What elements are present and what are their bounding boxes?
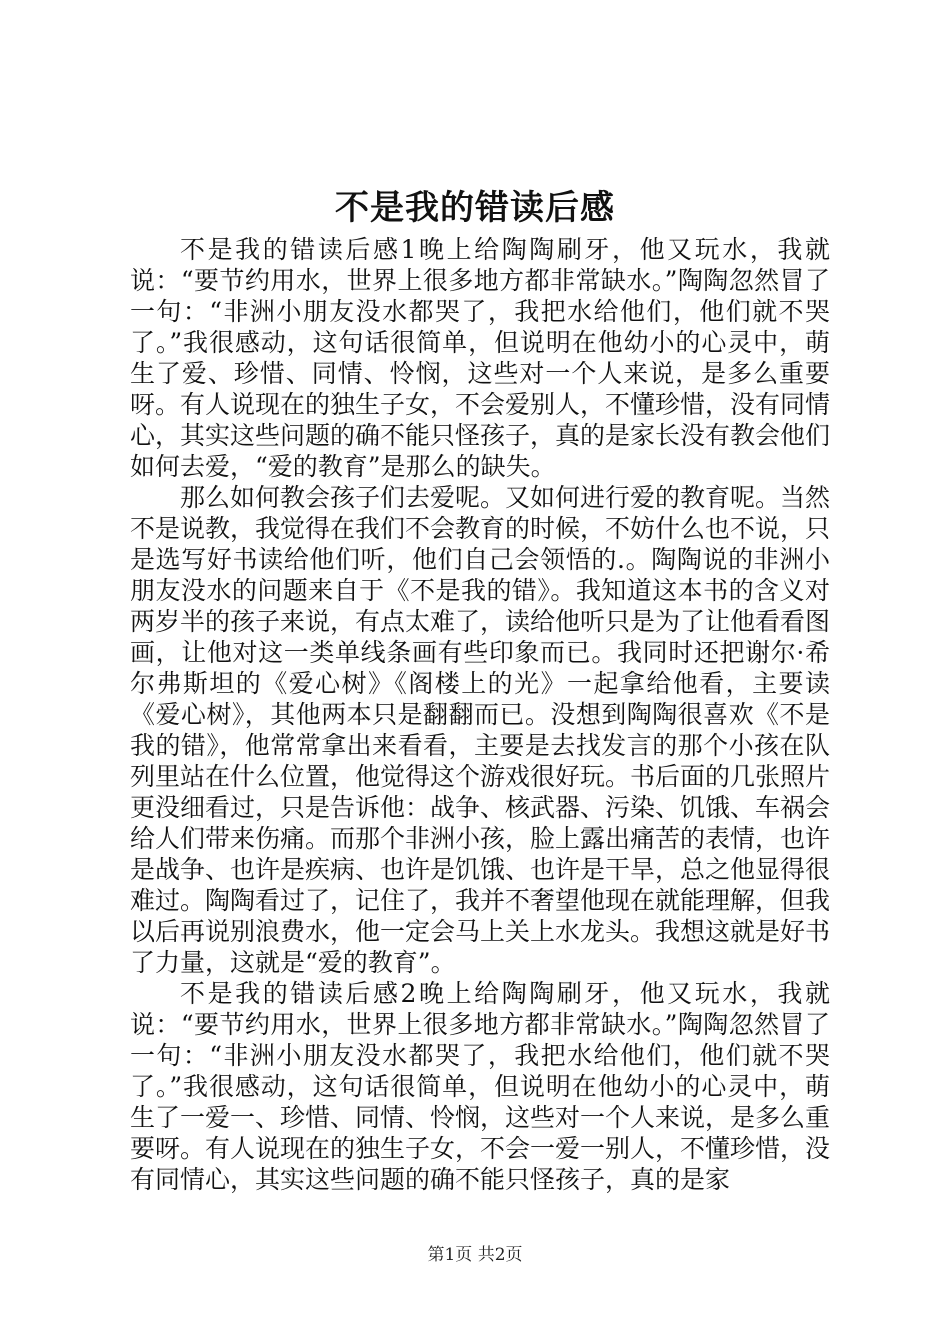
document-body [130, 234, 830, 1195]
paragraph-1: 不是我的错读后感1晚上给陶陶刷牙，他又玩水，我就说：“要节约用水，世界上很多地方都非常缺水。”陶陶忽然冒了一句：“非洲小朋友没水都哭了，我把水给他们，他们就不哭了。”我很感动，这句话很简单，但说明在他幼小的心灵中，萌生了爱、珍惜、同情、怜悯，这些对一个人来说，是多么重要呀。有人说现在的独生子女，不会爱别人，不懂珍惜，没有同情心，其实这些问题的确不能只怪孩子，真的是家长没有教会他们如何去爱，“爱的教育”是那么的缺失。 [130, 235, 831, 481]
document-title: 不是我的错读后感 [335, 188, 615, 228]
page-number-footer: 第1页 共2页 [427, 1245, 523, 1265]
paragraph-2: 那么如何教会孩子们去爱呢。又如何进行爱的教育呢。当然不是说教，我觉得在我们不会教育的时候，不妨什么也不说，只是选写好书读给他们听，他们自己会领悟的.。陶陶说的非洲小朋友没水的问题来自于《不是我的错》。我知道这本书的含义对两岁半的孩子来说，有点太难了，读给他听只是为了让他看看图画，让他对这一类单线条画有些印象而已。我同时还把谢尔·希尔弗斯坦的《爱心树》《阁楼上的光》一起拿给他看，主要读《爱心树》，其他两本只是翻翻而已。没想到陶陶很喜欢《不是我的错》，他常常拿出来看看，主要是去找发言的那个小孩在队列里站在什么位置，他觉得这个游戏很好玩。书后面的几张照片更没细看过，只是告诉他：战争、核武器、污染、饥饿、车祸会给人们带来伤痛。而那个非洲小孩，脸上露出痛苦的表情，也许是战争、也许是疾病、也许是饥饿、也许是干旱，总之他显得很难过。陶陶看过了，记住了，我并不奢望他现在就能理解，但我以后再说别浪费水，他一定会马上关上水龙头。我想这就是好书了力量，这就是“爱的教育”。 [130, 483, 831, 977]
paragraph-3: 不是我的错读后感2晚上给陶陶刷牙，他又玩水，我就说：“要节约用水，世界上很多地方都非常缺水。”陶陶忽然冒了一句：“非洲小朋友没水都哭了，我把水给他们，他们就不哭了。”我很感动，这句话很简单，但说明在他幼小的心灵中，萌生了一爱一、珍惜、同情、怜悯，这些对一个人来说，是多么重要呀。有人说现在的独生子女，不会一爱一别人，不懂珍惜，没有同情心，其实这些问题的确不能只怪孩子，真的是家 [130, 979, 831, 1194]
